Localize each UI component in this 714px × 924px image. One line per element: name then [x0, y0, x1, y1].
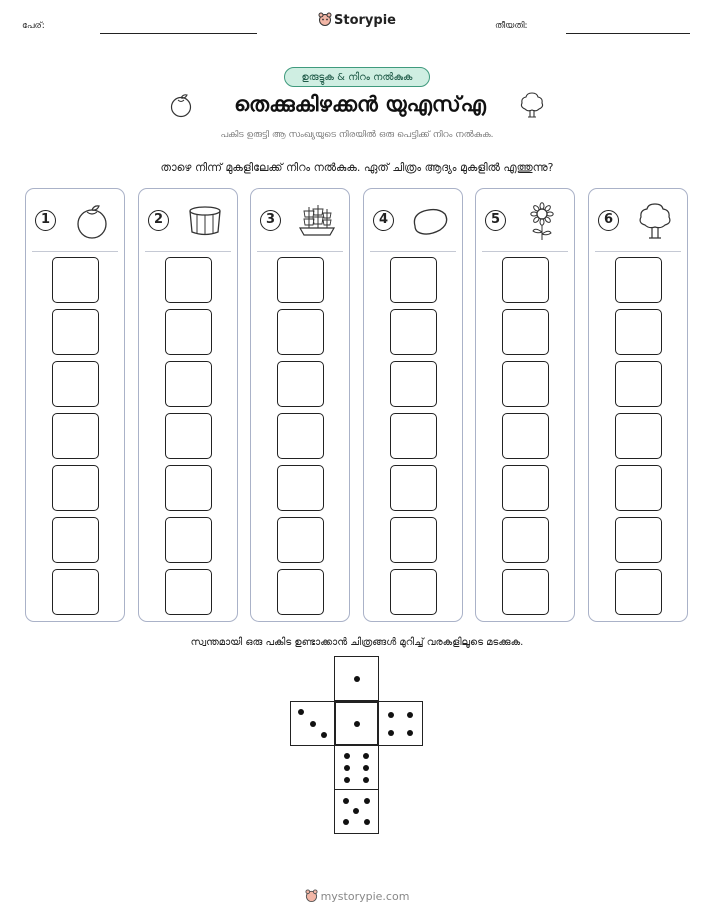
die-pip [388, 730, 394, 736]
color-box[interactable] [277, 465, 324, 511]
storypie-logo-icon [305, 889, 318, 902]
die-face [334, 656, 379, 701]
color-box[interactable] [165, 257, 212, 303]
die-face [290, 701, 335, 746]
color-box[interactable] [615, 361, 662, 407]
color-box[interactable] [502, 517, 549, 563]
column-divider [482, 251, 568, 252]
color-box[interactable] [52, 413, 99, 459]
die-pip [363, 765, 369, 771]
date-line[interactable] [566, 33, 690, 34]
column-divider [257, 251, 343, 252]
ship-icon [297, 201, 337, 241]
column-divider [595, 251, 681, 252]
color-box[interactable] [502, 309, 549, 355]
die-pip [363, 777, 369, 783]
column-number: 2 [148, 210, 169, 231]
color-box[interactable] [390, 517, 437, 563]
tree-icon [518, 90, 546, 120]
color-box[interactable] [615, 465, 662, 511]
color-box[interactable] [390, 413, 437, 459]
die-face [334, 745, 379, 790]
column-divider [145, 251, 231, 252]
column-number: 4 [373, 210, 394, 231]
color-box[interactable] [165, 413, 212, 459]
brand-logo [0, 12, 714, 28]
name-line[interactable] [100, 33, 257, 34]
color-box[interactable] [165, 309, 212, 355]
color-box[interactable] [165, 465, 212, 511]
color-box[interactable] [390, 309, 437, 355]
color-box[interactable] [52, 361, 99, 407]
footer [0, 889, 714, 903]
color-box[interactable] [277, 309, 324, 355]
color-box[interactable] [52, 569, 99, 615]
color-box[interactable] [165, 361, 212, 407]
column-5 [475, 188, 575, 622]
date-label: തീയതി: [495, 21, 528, 31]
die-pip [353, 808, 359, 814]
color-box[interactable] [52, 309, 99, 355]
die-pip [310, 721, 316, 727]
die-pip [344, 777, 350, 783]
storypie-logo-icon [318, 12, 332, 26]
cut-instruction: സ്വന്തമായി ഒരു പകിട ഉണ്ടാക്കാൻ ചിത്രങ്ങൾ മുറിച്ച് വരകളിലൂടെ മടക്കുക. [190, 637, 524, 648]
color-box[interactable] [502, 413, 549, 459]
footer-url[interactable]: mystorypie.com [320, 890, 410, 903]
column-number: 6 [598, 210, 619, 231]
die-pip [354, 721, 360, 727]
die-pip [321, 732, 327, 738]
column-divider [370, 251, 456, 252]
activity-tag: ഉരുട്ടുക & നിറം നൽകുക [284, 67, 430, 87]
color-box[interactable] [390, 569, 437, 615]
column-number: 1 [35, 210, 56, 231]
color-box[interactable] [615, 309, 662, 355]
instruction: താഴെ നിന്ന് മുകളിലേക്ക് നിറം നൽകുക. ഏത് ചിത്രം ആദ്യം മുകളിൽ എത്തുന്നു? [160, 161, 554, 174]
color-box[interactable] [277, 413, 324, 459]
color-box[interactable] [390, 257, 437, 303]
color-box[interactable] [165, 569, 212, 615]
die-pip [407, 730, 413, 736]
color-box[interactable] [277, 569, 324, 615]
color-box[interactable] [52, 465, 99, 511]
subtitle: പകിട ഉരുട്ടി ആ സംഖ്യയുടെ നിരയിൽ ഒരു പെട്ടിക്ക് നിറം നൽകുക. [220, 130, 494, 140]
color-box[interactable] [615, 517, 662, 563]
peach-icon [72, 201, 112, 241]
color-box[interactable] [502, 465, 549, 511]
die-pip [388, 712, 394, 718]
color-box[interactable] [165, 517, 212, 563]
color-box[interactable] [277, 361, 324, 407]
color-box[interactable] [502, 257, 549, 303]
color-box[interactable] [277, 257, 324, 303]
brand-name: Storypie [334, 13, 396, 28]
die-pip [363, 753, 369, 759]
column-4 [363, 188, 463, 622]
column-1 [25, 188, 125, 622]
die-face [378, 701, 423, 746]
color-box[interactable] [615, 257, 662, 303]
column-number: 5 [485, 210, 506, 231]
page-title: തെക്കുകിഴക്കൻ യുഎസ്എ [234, 92, 486, 116]
color-box[interactable] [52, 257, 99, 303]
potato-icon [410, 201, 450, 241]
die-face [334, 701, 379, 746]
die-pip [343, 819, 349, 825]
die-pip [364, 798, 370, 804]
die-pip [343, 798, 349, 804]
die-pip [344, 753, 350, 759]
color-box[interactable] [390, 465, 437, 511]
color-box[interactable] [615, 413, 662, 459]
column-6 [588, 188, 688, 622]
column-3 [250, 188, 350, 622]
column-number: 3 [260, 210, 281, 231]
color-box[interactable] [277, 517, 324, 563]
drum-icon [185, 201, 225, 241]
column-divider [32, 251, 118, 252]
die-face [334, 789, 379, 834]
die-pip [344, 765, 350, 771]
name-label: പേര്: [22, 21, 45, 31]
column-2 [138, 188, 238, 622]
color-box[interactable] [52, 517, 99, 563]
die-pip [354, 676, 360, 682]
color-box[interactable] [615, 569, 662, 615]
color-box[interactable] [502, 361, 549, 407]
color-box[interactable] [502, 569, 549, 615]
color-box[interactable] [390, 361, 437, 407]
peach-icon [168, 92, 194, 118]
sunflower-icon [522, 201, 562, 241]
die-pip [298, 709, 304, 715]
tree-icon [635, 201, 675, 241]
die-pip [407, 712, 413, 718]
die-pip [364, 819, 370, 825]
